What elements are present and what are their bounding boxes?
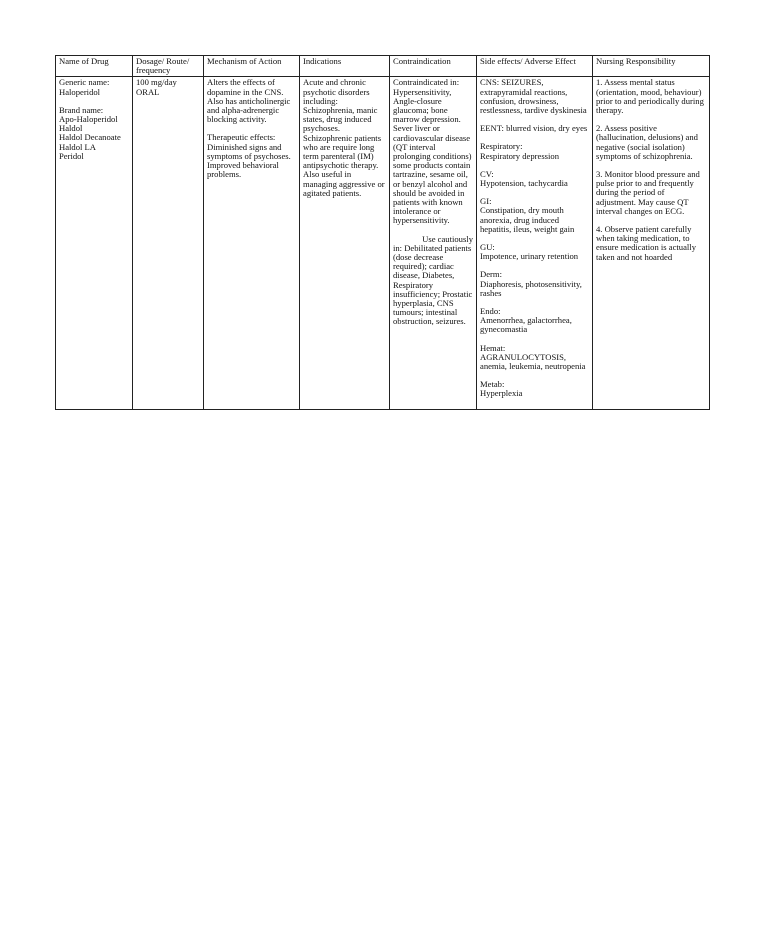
cell-name-of-drug: [56, 77, 133, 410]
header-contraindication: Contraindication: [390, 56, 477, 77]
side-effect-text: Amenorrhea, galactorrhea, gynecomastia: [480, 315, 572, 335]
nursing-item: 4. Observe patient carefully when taking medication, to ensure medication is actually taken and not hoarded: [596, 224, 696, 262]
cell-nursing: [593, 77, 710, 410]
cell-mechanism: [204, 77, 300, 410]
side-effect-item: CNS: SEIZURES, extrapyramidal reactions, confusion, drowsiness, restlessness, tardive dyskinesia: [480, 77, 587, 116]
side-effect-label: GI:: [480, 196, 492, 207]
dosage-amount: 100 mg/day: [136, 77, 177, 88]
header-row: [56, 56, 710, 77]
therapeutic-effects-label: Therapeutic effects:: [207, 132, 276, 143]
side-effect-label: GU:: [480, 242, 495, 253]
cell-contraindication: [390, 77, 477, 410]
brand-name: Haldol Decanoate: [59, 132, 121, 143]
header-name-of-drug: Name of Drug: [56, 56, 133, 77]
side-effect-label: Hemat:: [480, 342, 506, 353]
cell-side-effects: [477, 77, 593, 410]
side-effect-text: Constipation, dry mouth anorexia, drug induced hepatitis, ileus, weight gain: [480, 205, 575, 234]
generic-name: Haloperidol: [59, 86, 101, 97]
generic-name-label: Generic name:: [59, 77, 110, 88]
side-effect-label: CV:: [480, 168, 494, 179]
mechanism-action: Alters the effects of dopamine in the CNS. Also has anticholinergic and alpha-adrenergic blocking activity.: [207, 77, 291, 125]
brand-name: Haldol: [59, 123, 83, 134]
side-effect-label: Respiratory:: [480, 141, 523, 152]
indications-text: Acute and chronic psychotic disorders including: Schizophrenia, manic states, drug induced psychoses. Schizophrenic patients who are require long term parenteral (IM) antipsychotic therapy. Also useful in managing aggressive or agitated patients.: [303, 77, 385, 198]
nursing-item: 1. Assess mental status (orientation, mood, behaviour) prior to and periodically during therapy.: [596, 77, 704, 116]
side-effect-text: Hypotension, tachycardia: [480, 178, 568, 189]
caution-text: in: Debilitated patients (dose decrease required); cardiac disease, Diabetes, Respiratory insufficiency; Prostatic hyperplasia, CNS tumours; intestinal obstruction, seizures.: [393, 242, 473, 327]
drug-row: [56, 77, 710, 410]
drug-study-table: [55, 55, 710, 410]
therapeutic-effects: Diminished signs and symptoms of psychoses. Improved behavioral problems.: [207, 141, 291, 180]
side-effect-label: Metab:: [480, 379, 505, 390]
side-effect-label: Endo:: [480, 306, 501, 317]
brand-name: Apo-Haloperidol: [59, 114, 118, 125]
header-side-effects: Side effects/ Adverse Effect: [477, 56, 593, 77]
nursing-item: 2. Assess positive (hallucination, delusions) and negative (social isolation) symptoms of schizophrenia.: [596, 123, 698, 161]
header-mechanism: Mechanism of Action: [204, 56, 300, 77]
side-effect-text: AGRANULOCYTOSIS, anemia, leukemia, neutropenia: [480, 351, 586, 372]
dosage-route: ORAL: [136, 86, 160, 97]
header-dosage: Dosage/ Route/ frequency: [133, 56, 204, 77]
brand-name: Peridol: [59, 150, 84, 161]
nursing-item: 3. Monitor blood pressure and pulse prior to and frequently during the period of adjustment. May cause QT interval changes on ECG.: [596, 169, 700, 216]
side-effect-text: Hyperplexia: [480, 388, 523, 399]
side-effect-item: EENT: blurred vision, dry eyes: [480, 123, 588, 134]
cell-indications: [300, 77, 390, 410]
cell-dosage: [133, 77, 204, 410]
header-nursing: Nursing Responsibility: [593, 56, 710, 77]
side-effect-text: Diaphoresis, photosensitivity, rashes: [480, 278, 582, 298]
side-effect-text: Impotence, urinary retention: [480, 251, 579, 262]
brand-name: Haldol LA: [59, 141, 96, 152]
side-effect-label: Derm:: [480, 269, 502, 280]
side-effect-text: Respiratory depression: [480, 150, 559, 161]
brand-name-label: Brand name:: [59, 104, 104, 115]
contraindication-text: Contraindicated in: Hypersensitivity, Angle-closure glaucoma; bone marrow depression. Sever liver or cardiovascular disease (QT interval prolonging conditions) some products contain tartrazine, sesame oil, or benzyl alcohol and should be avoided in patients with known intolerance or hypersensitivity.: [393, 77, 472, 226]
header-indications: Indications: [300, 56, 390, 77]
caution-label: Use cautiously: [422, 233, 473, 244]
